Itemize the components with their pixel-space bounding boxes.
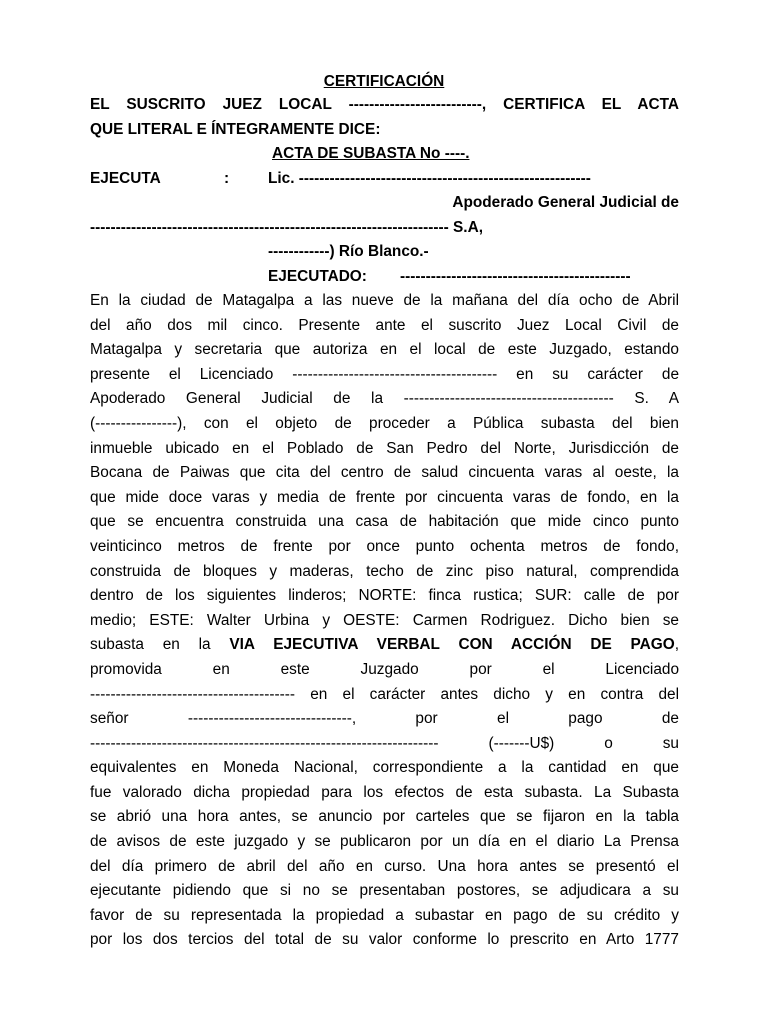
ejecutado-value: --------------------------------------------- [400,268,631,285]
body-line: señor --------------------------------, por el pago de [90,710,679,728]
subasta-post: , [674,636,679,654]
ejecuta-value: Lic. --------------------------------------------------------- [268,170,591,187]
body-line: dentro de los siguientes linderos; NORTE: finca rustica; SUR: calle de por [90,587,679,605]
body-line: -------------------------------------------------------------------- (-------U$) o su [90,734,679,752]
body-line: del día primero de abril del año en curso. Una hora antes se presentó el [90,857,679,875]
body-line: que se encuentra construida una casa de habitación que mide cinco punto [90,513,679,531]
via-ejecutiva-bold: VIA EJECUTIVA VERBAL CON ACCIÓN DE PAGO [229,636,675,654]
ejecutado-label: EJECUTADO: [268,268,367,285]
body-line: de avisos de este juzgado y se publicaron por un día en el diario La Prensa [90,833,679,851]
body-line: (----------------), con el objeto de proceder a Pública subasta del bien [90,414,679,432]
body-line: se abrió una hora antes, se anuncio por carteles que se fijaron en la tabla [90,808,679,826]
acta-title: ACTA DE SUBASTA No ----. [272,145,470,162]
body-line-subasta [90,633,679,658]
rio-blanco-line: ------------) Río Blanco.- [268,243,429,260]
body-line: promovida en este Juzgado por el Licenciado [90,660,679,678]
body-line: presente el Licenciado ---------------------------------------- en su carácter de [90,365,679,383]
document-title: CERTIFICACIÓN [323,73,445,90]
body-line: construida de bloques y maderas, techo de zinc piso natural, comprendida [90,562,679,580]
header-line-1: EL SUSCRITO JUEZ LOCAL --------------------------, CERTIFICA EL ACTA [90,96,679,113]
body-line: por los dos tercios del total de su valor conforme lo prescrito en Arto 1777 [90,931,679,949]
body-line: favor de su representada la propiedad a subastar en pago de su crédito y [90,906,679,924]
body-line: Matagalpa y secretaria que autoriza en el local de este Juzgado, estando [90,341,679,359]
header-line-2: QUE LITERAL E ÍNTEGRAMENTE DICE: [90,121,381,138]
body-line: En la ciudad de Matagalpa a las nueve de la mañana del día ocho de Abril [90,292,679,309]
apoderado-line: Apoderado General Judicial de [452,194,679,211]
body-line: veinticinco metros de frente por once punto ochenta metros de fondo, [90,537,679,555]
body-line: medio; ESTE: Walter Urbina y OESTE: Carmen Rodriguez. Dicho bien se [90,611,679,629]
body-line: ejecutante pidiendo que si no se presentaban postores, se adjudicara a su [90,882,679,900]
body-line: inmueble ubicado en el Poblado de San Pedro del Norte, Jurisdicción de [90,439,679,457]
body-line: equivalentes en Moneda Nacional, correspondiente a la cantidad en que [90,759,679,777]
body-line: ---------------------------------------- en el carácter antes dicho y en contra del [90,685,679,703]
body-line: Bocana de Paiwas que cita del centro de salud cincuenta varas al oeste, la [90,464,679,482]
body-line: fue valorado dicha propiedad para los efectos de esta subasta. La Subasta [90,783,679,801]
document-body [90,289,679,953]
body-line: que mide doce varas y media de frente por cincuenta varas de fondo, en la [90,488,679,506]
subasta-pre: subasta en la [90,636,230,654]
ejecuta-label: EJECUTA [90,170,161,187]
body-line: del año dos mil cinco. Presente ante el suscrito Juez Local Civil de [90,316,679,334]
sa-line: ---------------------------------------------------------------------- S.A, [90,219,483,236]
ejecuta-colon: : [224,170,230,187]
body-line: Apoderado General Judicial de la ----------------------------------------- S. A [90,390,679,408]
